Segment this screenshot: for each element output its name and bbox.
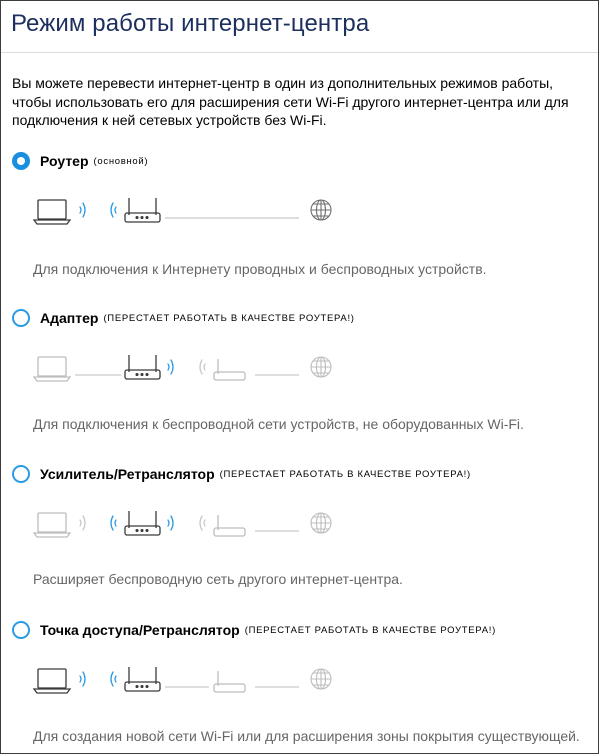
- mode-adapter-radio-row[interactable]: [12, 309, 355, 327]
- mode-description: Для подключения к беспроводной сети устройств, не оборудованных Wi-Fi.: [33, 416, 524, 432]
- wifi-waves-icon: [168, 516, 205, 530]
- laptop-icon: [34, 200, 70, 224]
- mode-router-radio-row[interactable]: [12, 152, 148, 170]
- mode-access-point-radio-row[interactable]: [12, 621, 496, 639]
- router-mode-diagram: [1, 188, 401, 232]
- wifi-waves-icon: [111, 516, 116, 530]
- router-icon: [214, 515, 245, 536]
- access-point-mode-diagram: [1, 657, 401, 701]
- intro-text: Вы можете перевести интернет-центр в один из дополнительных режимов работы, чтобы использовать его для расширения сети Wi-Fi другого интернет-центра или для подключения к ней сетевых устройств без Wi-Fi.: [12, 75, 569, 128]
- mode-description: Для создания новой сети Wi-Fi или для расширения зоны покрытия существующей.: [33, 728, 580, 744]
- repeater-mode-diagram: [1, 501, 401, 545]
- radio-unchecked-icon[interactable]: [12, 621, 30, 639]
- globe-icon: [311, 357, 331, 377]
- mode-label[interactable]: Усилитель/Ретранслятор: [40, 466, 215, 482]
- router-icon: [125, 511, 160, 535]
- globe-icon: [311, 513, 331, 533]
- radio-unchecked-icon[interactable]: [12, 465, 30, 483]
- radio-unchecked-icon[interactable]: [12, 309, 30, 327]
- title-divider: [1, 52, 598, 53]
- wifi-waves-icon: [80, 672, 116, 686]
- mode-note: (основной): [93, 155, 149, 167]
- radio-checked-icon[interactable]: [12, 152, 30, 170]
- router-icon: [125, 198, 160, 222]
- wifi-waves-icon: [80, 516, 85, 530]
- mode-note: (ПЕРЕСТАЕТ РАБОТАТЬ В КАЧЕСТВЕ РОУТЕРА!): [219, 468, 471, 480]
- router-icon: [214, 359, 245, 380]
- adapter-mode-diagram: [1, 345, 401, 389]
- router-icon: [125, 355, 160, 379]
- laptop-icon: [34, 513, 70, 537]
- laptop-icon: [34, 357, 70, 381]
- mode-note: (ПЕРЕСТАЕТ РАБОТАТЬ В КАЧЕСТВЕ РОУТЕРА!): [244, 624, 496, 636]
- mode-description: Расширяет беспроводную сеть другого интернет-центра.: [33, 571, 403, 587]
- mode-description: Для подключения к Интернету проводных и беспроводных устройств.: [33, 261, 487, 277]
- mode-label[interactable]: Адаптер: [40, 310, 99, 326]
- mode-label[interactable]: Точка доступа/Ретранслятор: [40, 622, 240, 638]
- router-icon: [125, 667, 160, 691]
- mode-repeater-radio-row[interactable]: [12, 465, 471, 483]
- globe-icon: [311, 669, 331, 689]
- globe-icon: [311, 200, 331, 220]
- wifi-waves-icon: [168, 360, 205, 374]
- router-icon: [214, 671, 245, 692]
- wifi-waves-icon: [80, 203, 116, 217]
- page-title: Режим работы интернет-центра: [11, 10, 370, 37]
- mode-note: (ПЕРЕСТАЕТ РАБОТАТЬ В КАЧЕСТВЕ РОУТЕРА!): [103, 312, 355, 324]
- mode-label[interactable]: Роутер: [40, 153, 89, 169]
- laptop-icon: [34, 669, 70, 693]
